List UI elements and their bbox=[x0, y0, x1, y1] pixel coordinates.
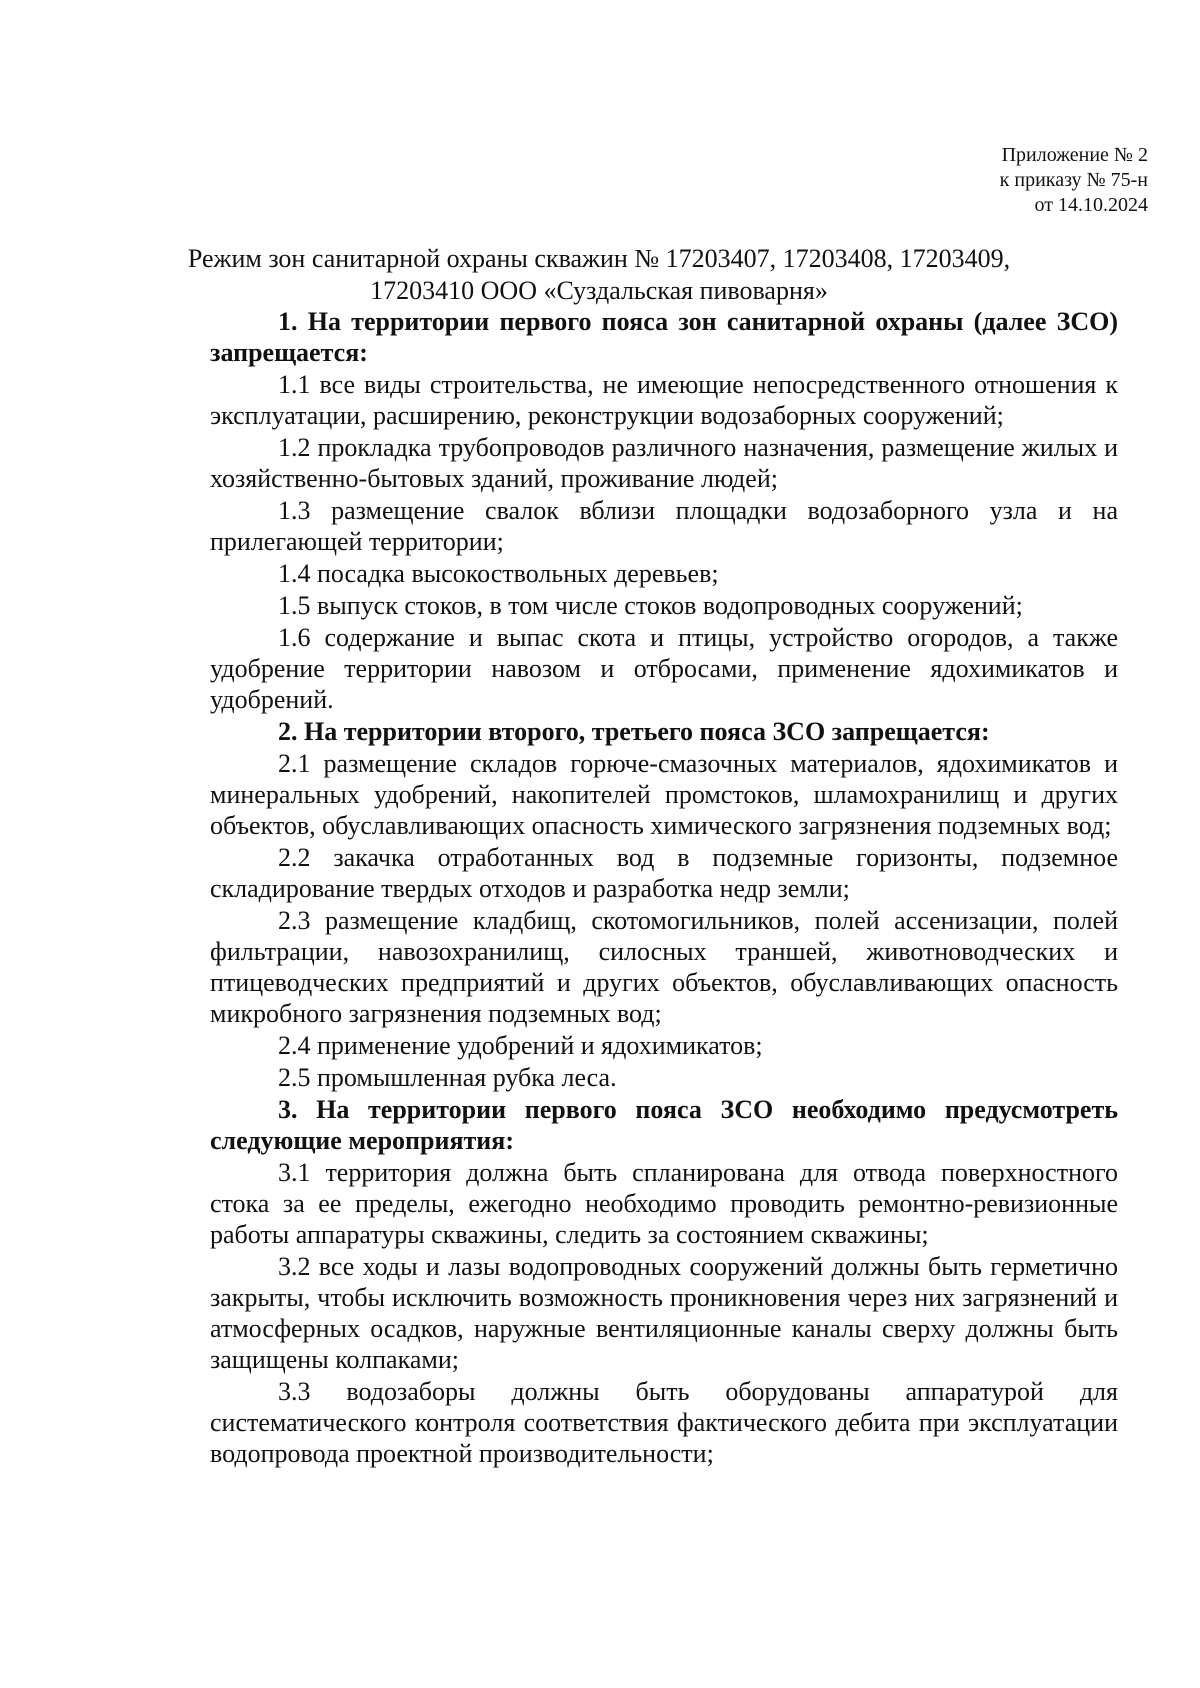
section-1-heading: 1. На территории первого пояса зон санитарной охраны (далее ЗСО) запрещается: bbox=[210, 307, 1118, 367]
section-1-item: 1.2 прокладка трубопроводов различного назначения, размещение жилых и хозяйственно-бытовых зданий, проживание людей; bbox=[210, 433, 1118, 493]
section-1-item: 1.1 все виды строительства, не имеющие непосредственного отношения к эксплуатации, расширению, реконструкции водозаборных сооружений; bbox=[210, 370, 1118, 430]
section-2-item: 2.4 применение удобрений и ядохимикатов; bbox=[278, 1031, 763, 1060]
section-2-item: 2.5 промышленная рубка леса. bbox=[278, 1063, 617, 1092]
appendix-number: Приложение № 2 bbox=[1001, 144, 1148, 166]
title-line-2: 17203410 ООО «Суздальская пивоварня» bbox=[370, 276, 828, 305]
section-3-item: 3.3 водозаборы должны быть оборудованы аппаратурой для систематического контроля соответствия фактического дебита при эксплуатации водопровода проектной производительности; bbox=[210, 1377, 1118, 1468]
order-date: от 14.10.2024 bbox=[1034, 194, 1148, 216]
section-3-item: 3.2 все ходы и лазы водопроводных сооружений должны быть герметично закрыты, чтобы исключить возможность проникновения через них загрязнений и атмосферных осадков, наружные вентиляционные каналы сверху должны быть защищены колпаками; bbox=[210, 1252, 1118, 1374]
section-2-item: 2.1 размещение складов горюче-смазочных материалов, ядохимикатов и минеральных удобрений, накопителей промстоков, шламохранилищ и других объектов, обуславливающих опасность химического загрязнения подземных вод; bbox=[210, 749, 1118, 840]
document-body bbox=[210, 306, 1118, 1470]
section-3-heading: 3. На территории первого пояса ЗСО необходимо предусмотреть следующие мероприятия: bbox=[210, 1095, 1118, 1155]
appendix-reference bbox=[748, 143, 1148, 218]
title-line-1: Режим зон санитарной охраны скважин № 17203407, 17203408, 17203409, bbox=[187, 244, 1011, 273]
section-1-item: 1.3 размещение свалок вблизи площадки водозаборного узла и на прилегающей территории; bbox=[210, 496, 1118, 556]
section-3-item: 3.1 территория должна быть спланирована для отвода поверхностного стока за ее пределы, ежегодно необходимо проводить ремонтно-ревизионные работы аппаратуры скважины, следить за состоянием скважины; bbox=[210, 1158, 1118, 1249]
order-reference: к приказу № 75-н bbox=[999, 169, 1148, 191]
section-2-item: 2.2 закачка отработанных вод в подземные горизонты, подземное складирование твердых отходов и разработка недр земли; bbox=[210, 843, 1118, 903]
section-1-item: 1.5 выпуск стоков, в том числе стоков водопроводных сооружений; bbox=[278, 591, 1023, 620]
section-2-heading: 2. На территории второго, третьего пояса ЗСО запрещается: bbox=[278, 717, 990, 746]
section-2-item: 2.3 размещение кладбищ, скотомогильников, полей ассенизации, полей фильтрации, навозохранилищ, силосных траншей, животноводческих и птицеводческих предприятий и других объектов, обуславливающих опасность микробного загрязнения подземных вод; bbox=[210, 906, 1118, 1028]
section-1-item: 1.4 посадка высокоствольных деревьев; bbox=[278, 559, 719, 588]
section-1-item: 1.6 содержание и выпас скота и птицы, устройство огородов, а также удобрение территории навозом и отбросами, применение ядохимикатов и удобрений. bbox=[210, 623, 1118, 714]
document-title bbox=[150, 243, 1048, 307]
